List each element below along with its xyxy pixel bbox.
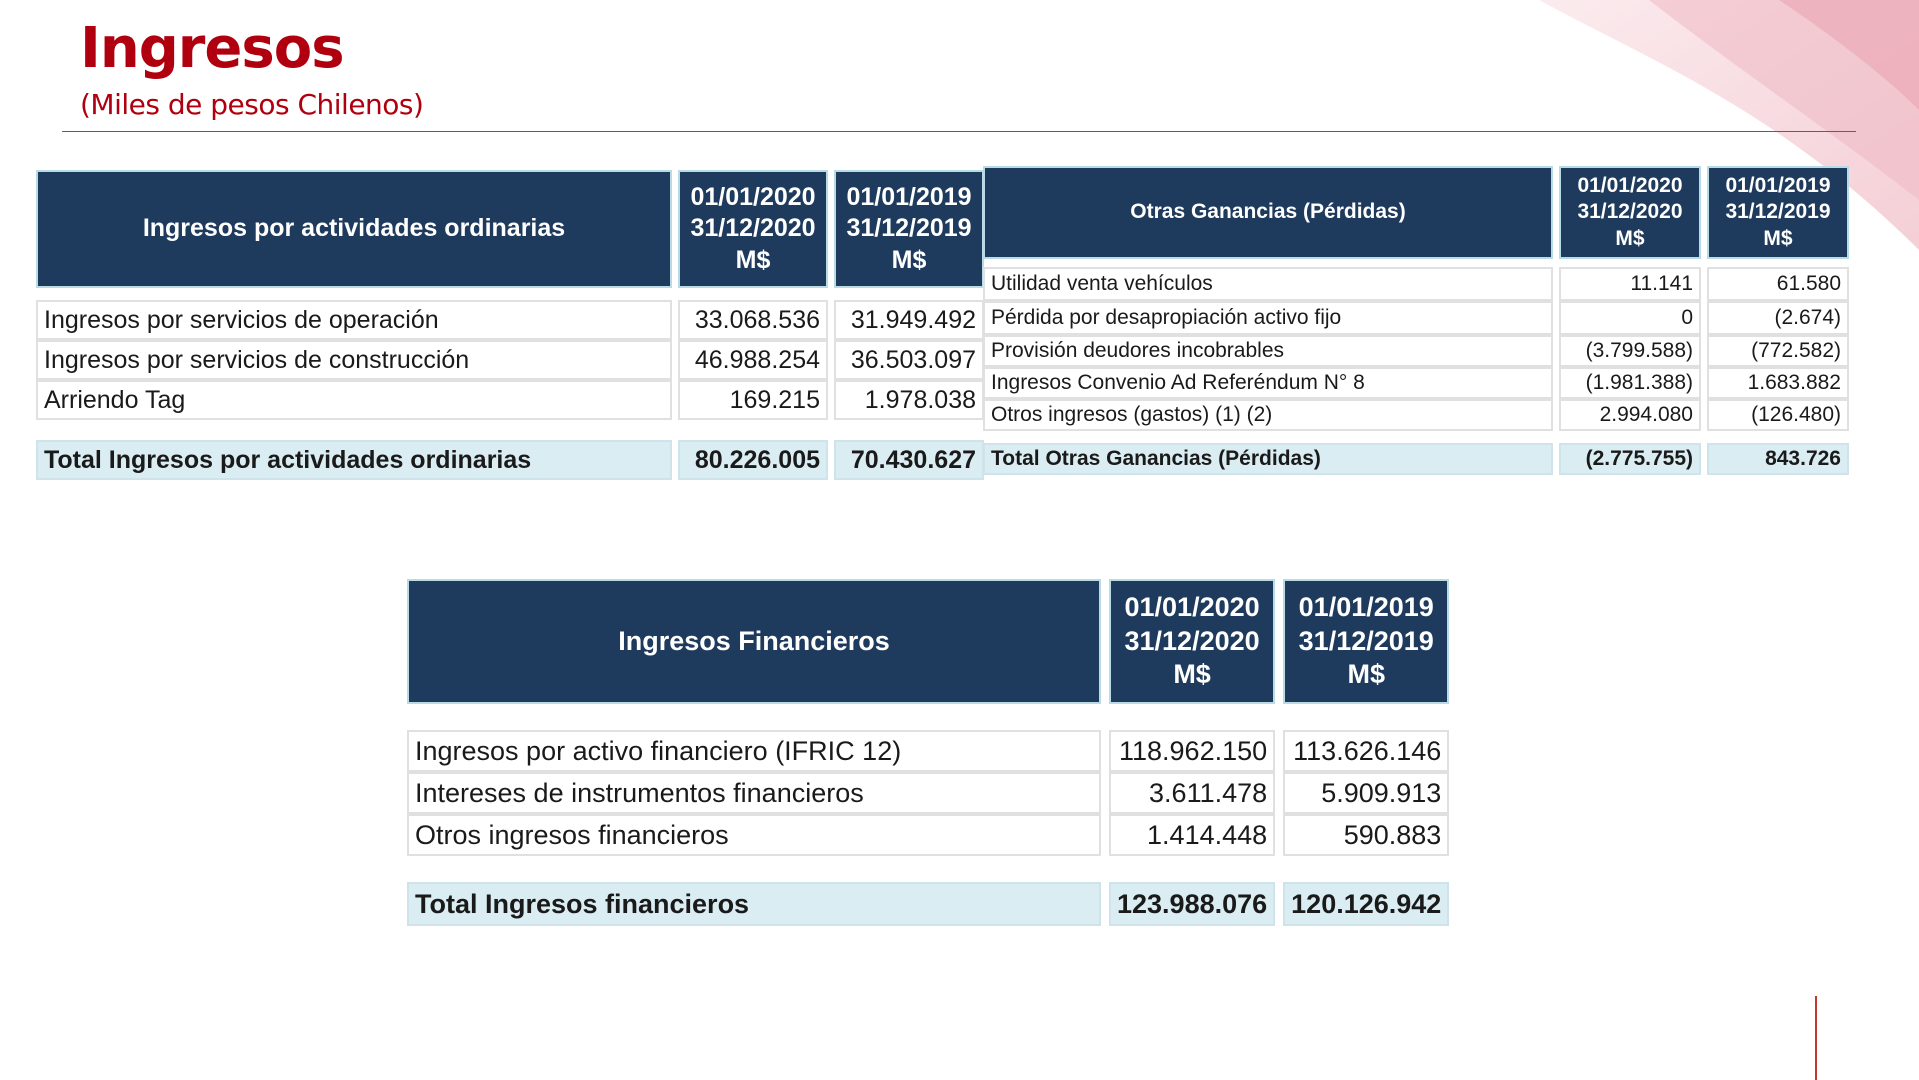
table-header-label: Ingresos Financieros [407, 579, 1101, 704]
column-header-line: M$ [1615, 226, 1645, 250]
column-header-line: 31/12/2020 [1577, 200, 1683, 224]
row-label: Arriendo Tag [36, 380, 672, 420]
column-header-line: 01/01/2019 [1298, 591, 1434, 622]
column-header-2020 [1559, 166, 1701, 259]
title-divider [62, 131, 1856, 132]
column-header-line: 31/12/2019 [846, 214, 972, 243]
row-value-2020: 3.611.478 [1109, 772, 1275, 814]
row-label: Pérdida por desapropiación activo fijo [983, 301, 1553, 335]
column-header-line: 31/12/2019 [1298, 625, 1434, 656]
total-value-2020: (2.775.755) [1559, 443, 1701, 475]
column-header-2020 [1109, 579, 1275, 704]
row-value-2020: 33.068.536 [678, 300, 828, 340]
row-label: Utilidad venta vehículos [983, 267, 1553, 301]
table-row [983, 267, 1849, 301]
row-label: Provisión deudores incobrables [983, 335, 1553, 367]
column-header-2019 [1283, 579, 1449, 704]
table-header-row [36, 170, 984, 288]
table-row [983, 335, 1849, 367]
row-value-2020: (3.799.588) [1559, 335, 1701, 367]
row-value-2020: 2.994.080 [1559, 399, 1701, 431]
total-label: Total Ingresos financieros [407, 882, 1101, 926]
total-value-2019: 843.726 [1707, 443, 1849, 475]
column-header-line: M$ [735, 245, 771, 274]
table-row [407, 730, 1449, 772]
row-value-2019: 5.909.913 [1283, 772, 1449, 814]
column-header-line: M$ [891, 245, 927, 274]
total-value-2020: 80.226.005 [678, 440, 828, 480]
column-header-line: 31/12/2020 [1124, 625, 1260, 656]
row-value-2020: 0 [1559, 301, 1701, 335]
row-value-2019: 1.683.882 [1707, 367, 1849, 399]
row-label: Otros ingresos (gastos) (1) (2) [983, 399, 1553, 431]
page-subtitle: (Miles de pesos Chilenos) [80, 88, 424, 121]
table-row [407, 772, 1449, 814]
row-value-2019: 36.503.097 [834, 340, 984, 380]
column-header-2020 [678, 170, 828, 288]
table-header-label: Otras Ganancias (Pérdidas) [983, 166, 1553, 259]
row-value-2019: 1.978.038 [834, 380, 984, 420]
column-header-line: 01/01/2020 [690, 183, 816, 212]
row-value-2019: 31.949.492 [834, 300, 984, 340]
row-label: Ingresos Convenio Ad Referéndum N° 8 [983, 367, 1553, 399]
ordinarias-table [30, 170, 990, 480]
row-value-2019: (2.674) [1707, 301, 1849, 335]
row-value-2020: 1.414.448 [1109, 814, 1275, 856]
table-header-row [983, 166, 1849, 259]
column-header-line: M$ [1763, 226, 1793, 250]
table-row [983, 399, 1849, 431]
column-header-line: 01/01/2020 [1577, 174, 1683, 198]
total-row [36, 440, 984, 480]
column-header-line: 01/01/2019 [846, 183, 972, 212]
table-row [983, 367, 1849, 399]
total-label: Total Otras Ganancias (Pérdidas) [983, 443, 1553, 475]
table-row [36, 300, 984, 340]
row-label: Ingresos por activo financiero (IFRIC 12) [407, 730, 1101, 772]
total-label: Total Ingresos por actividades ordinarias [36, 440, 672, 480]
otras-ganancias-table [977, 166, 1855, 475]
total-value-2019: 120.126.942 [1283, 882, 1449, 926]
row-value-2019: (126.480) [1707, 399, 1849, 431]
column-header-line: 01/01/2020 [1124, 591, 1260, 622]
table-row [36, 340, 984, 380]
row-value-2019: 113.626.146 [1283, 730, 1449, 772]
table-row [36, 380, 984, 420]
total-row [407, 882, 1449, 926]
row-value-2019: (772.582) [1707, 335, 1849, 367]
row-label: Otros ingresos financieros [407, 814, 1101, 856]
row-value-2019: 590.883 [1283, 814, 1449, 856]
column-header-line: 31/12/2020 [690, 214, 816, 243]
total-row [983, 443, 1849, 475]
row-label: Ingresos por servicios de construcción [36, 340, 672, 380]
page-edge-marker [1815, 996, 1817, 1080]
total-value-2019: 70.430.627 [834, 440, 984, 480]
row-label: Ingresos por servicios de operación [36, 300, 672, 340]
row-label: Intereses de instrumentos financieros [407, 772, 1101, 814]
row-value-2020: 11.141 [1559, 267, 1701, 301]
column-header-line: M$ [1173, 659, 1211, 690]
total-value-2020: 123.988.076 [1109, 882, 1275, 926]
column-header-2019 [1707, 166, 1849, 259]
row-value-2020: (1.981.388) [1559, 367, 1701, 399]
column-header-line: 31/12/2019 [1725, 200, 1831, 224]
row-value-2020: 169.215 [678, 380, 828, 420]
row-value-2020: 46.988.254 [678, 340, 828, 380]
financieros-table [399, 579, 1457, 926]
table-header-row [407, 579, 1449, 704]
row-value-2019: 61.580 [1707, 267, 1849, 301]
row-value-2020: 118.962.150 [1109, 730, 1275, 772]
column-header-line: M$ [1347, 659, 1385, 690]
column-header-line: 01/01/2019 [1725, 174, 1831, 198]
column-header-2019 [834, 170, 984, 288]
table-row [407, 814, 1449, 856]
table-row [983, 301, 1849, 335]
page-title: Ingresos [80, 16, 344, 81]
table-header-label: Ingresos por actividades ordinarias [36, 170, 672, 288]
